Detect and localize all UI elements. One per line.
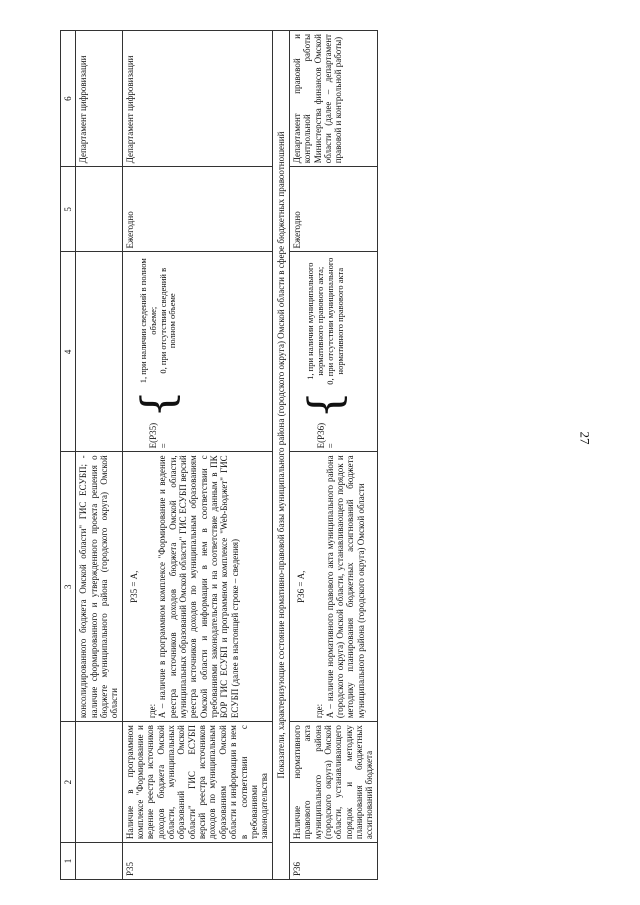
continued-col-5	[76, 167, 122, 252]
p36-responsible: Департамент правовой и контрольной работы Министерства финансов Омской области (далее – департамент правовой и контрольной работы)	[289, 31, 377, 167]
row-p36	[289, 31, 377, 880]
header-col-2: 2	[61, 722, 76, 843]
p36-where: где:	[314, 703, 325, 719]
section-title: Показатели, характеризующие состояние нормативно-правовой базы муниципального района (городского округа) Омской области в сфере бюджетных правоотношений	[272, 31, 289, 880]
left-brace-icon: {	[132, 389, 184, 418]
header-col-3: 3	[61, 452, 76, 722]
p35-case-2: 0, при отсутствии сведений в полном объеме	[157, 267, 178, 374]
p36-frequency: Ежегодно	[289, 167, 377, 252]
p35-e-label: Е(Р35) =	[148, 422, 169, 449]
p35-evaluation	[122, 252, 272, 452]
p35-explanation: А – наличие в программном комплексе "Формирование и ведение реестра источников доходов бюджета Омской области, муниципальных образований Омской области" ГИС ЕСУБП версий реестра источников доходов по муниципальным образованиям Омской области и информации в нем в соответствии с требованиями законодательства и на соответствие данным в ПК БОР ГИС ЕСУБП и программном комплексе "Web-Бюджет" ГИС ЕСУБП (далее в настоящей строке – сведения)	[157, 455, 240, 719]
p36-name: Наличие нормативного правового акта муниципального района (городского округа) Омской области, устанавливающего порядок и методику планирования бюджетных ассигнований бюджета	[289, 722, 377, 843]
header-col-4: 4	[61, 252, 76, 452]
p35-name: Наличие в программном комплексе "Формирование и ведение реестра источников доходов бюджета Омской области, муниципальных образований Омской области" ГИС ЕСУБП версий реестра источников доходов по муниципальным образованиям Омской области и информации в нем в соответствии с требованиями законодательства	[122, 722, 272, 843]
p36-case-1: 1, при наличии муниципального нормативного правового акта;	[305, 262, 326, 380]
row-p35	[122, 31, 272, 880]
continued-col-4	[76, 252, 122, 452]
p36-method	[289, 452, 377, 722]
rotated-table-container	[60, 30, 490, 880]
p36-case-2: 0, при отсутствии муниципального нормативного правового акта	[324, 257, 345, 385]
continued-row	[76, 31, 122, 880]
continued-col-1	[76, 843, 122, 880]
header-row	[61, 31, 76, 880]
p35-method	[122, 452, 272, 722]
indicator-table	[60, 30, 378, 880]
p35-where: где:	[147, 703, 158, 719]
p36-e-label: Е(Р36) =	[315, 422, 336, 449]
continued-col-2	[76, 722, 122, 843]
section-row	[272, 31, 289, 880]
p35-formula: Р35 = А,	[128, 570, 139, 603]
p36-id: Р36	[289, 843, 377, 880]
p35-id: Р35	[122, 843, 272, 880]
left-brace-icon: {	[299, 390, 351, 419]
continued-col-6: Департамент цифровизации	[76, 31, 122, 167]
header-col-5: 5	[61, 167, 76, 252]
p36-explanation: А – наличие нормативного правового акта муниципального района (городского округа) Омской области, устанавливающего порядок и методику планирования бюджетных ассигнований бюджета муниципального района (городского округа) Омской области	[324, 455, 366, 719]
p35-responsible: Департамент цифровизации	[122, 31, 272, 167]
p35-frequency: Ежегодно	[122, 167, 272, 252]
header-col-6: 6	[61, 31, 76, 167]
continued-col-3: консолидированного бюджета Омской области" ГИС ЕСУБП; - наличие сформированного и утвержденного проекта решения о бюджете муниципального района (городского округа) Омской области	[76, 452, 122, 722]
p36-evaluation	[289, 252, 377, 452]
header-col-1: 1	[61, 843, 76, 880]
page-number: 27	[577, 431, 593, 445]
p35-case-1: 1, при наличии сведений в полном объеме;	[138, 258, 158, 384]
p36-formula: Р36 = А,	[295, 570, 306, 603]
